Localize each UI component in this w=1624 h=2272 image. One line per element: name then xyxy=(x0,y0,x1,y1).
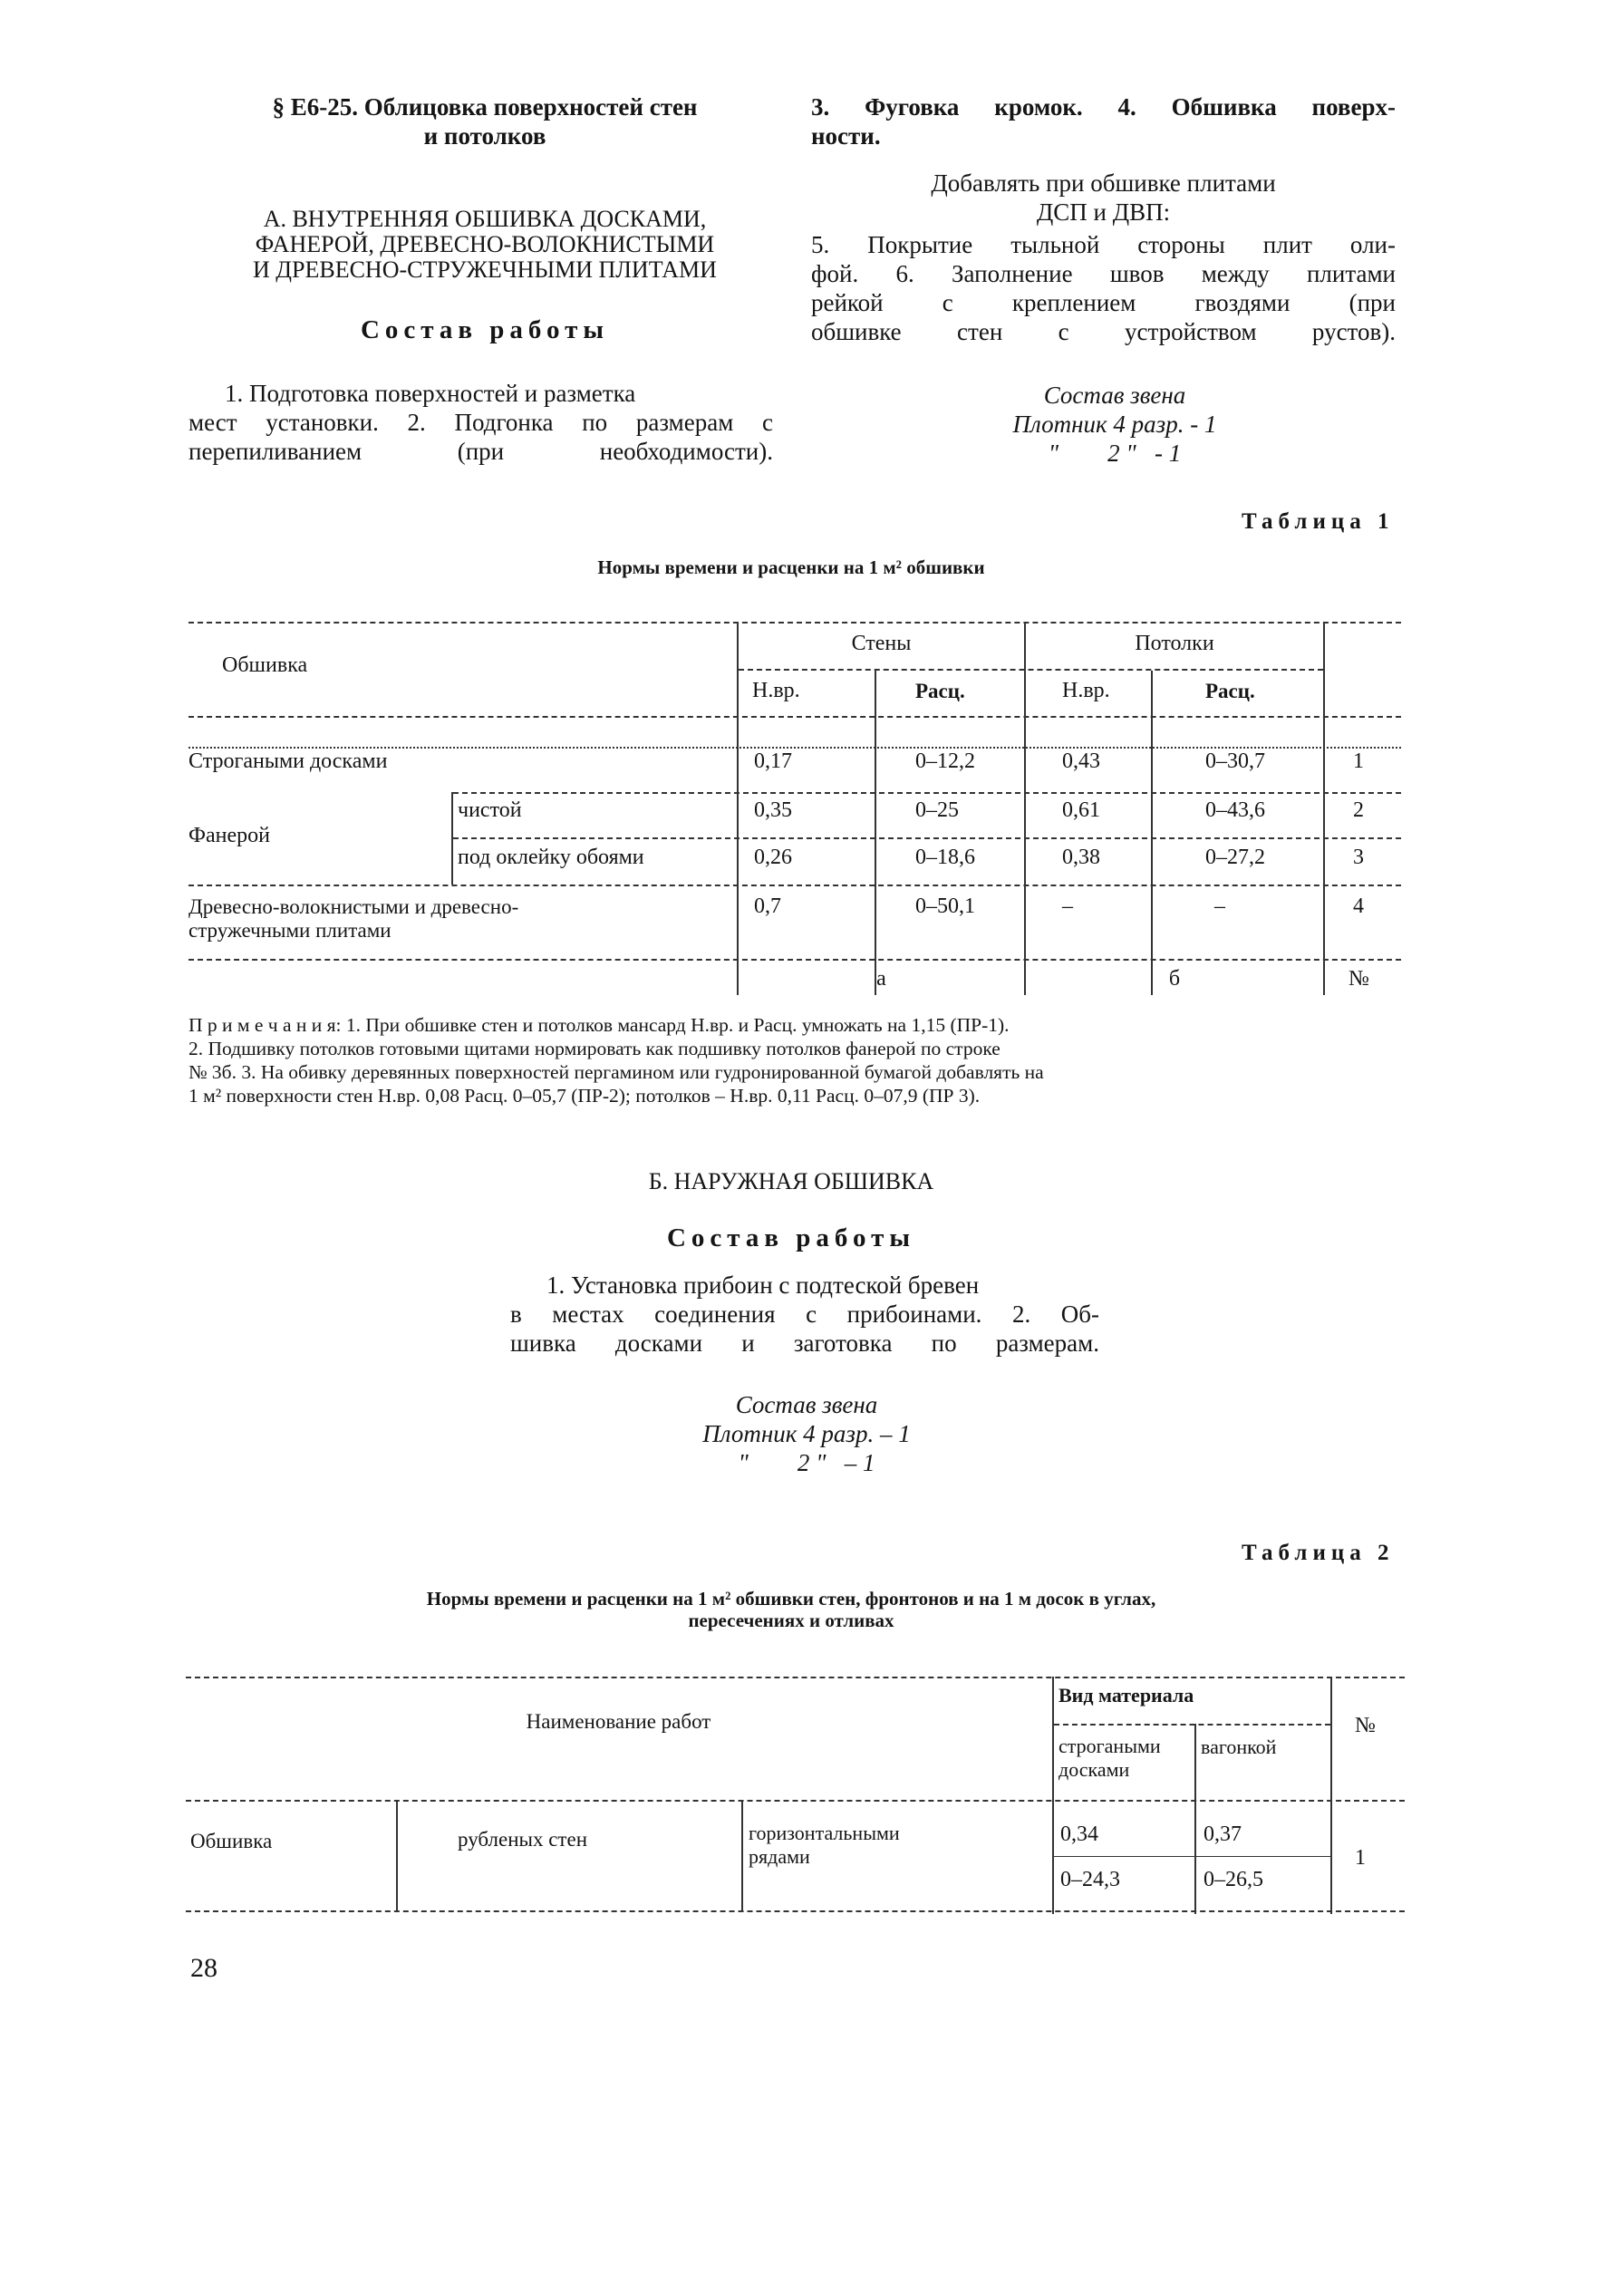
row-ceil-rasc: 0–43,6 xyxy=(1205,798,1265,822)
row-planed-nvr: 0,34 xyxy=(1060,1822,1098,1846)
row-name: Строгаными досками xyxy=(188,749,388,773)
row-planed-rasc: 0–24,3 xyxy=(1060,1868,1120,1891)
notes-line3: № 3б. 3. На обивку деревянных поверхностей пергамином или гудронированной бумагой добавлять на xyxy=(188,1061,1044,1083)
table1-head-walls-rasc: Расц. xyxy=(915,680,965,702)
table1-footer-a: а xyxy=(876,967,886,991)
row-walls-rasc: 0–25 xyxy=(915,798,959,822)
row-ceil-nvr: 0,61 xyxy=(1062,798,1100,822)
part-a-work-heading: Состав работы xyxy=(360,315,610,344)
row-walls-nvr: 0,7 xyxy=(754,894,781,918)
row-ceil-nvr: 0,38 xyxy=(1062,846,1100,869)
row-walls-nvr: 0,35 xyxy=(754,798,792,822)
table1-caption: Нормы времени и расценки на 1 м² обшивки xyxy=(597,556,985,578)
part-b-work-heading: Состав работы xyxy=(666,1223,916,1252)
table1-footer-no: № xyxy=(1348,967,1369,991)
right-col-line6: обшивке стен с устройством рустов). xyxy=(811,318,1396,345)
add-line1: Добавлять при обшивке плитами xyxy=(931,169,1276,197)
crew-title-b: Состав звена xyxy=(735,1391,878,1418)
row-ceil-nvr: – xyxy=(1062,894,1073,918)
row-ceil-nvr: 0,43 xyxy=(1062,749,1100,773)
table2-head-planed1: строгаными xyxy=(1058,1735,1161,1757)
row-number: 3 xyxy=(1353,846,1364,869)
part-a-heading-line3: И ДРЕВЕСНО-СТРУЖЕЧНЫМИ ПЛИТАМИ xyxy=(253,256,717,283)
table1-label: Таблица 1 xyxy=(1242,509,1395,534)
table1-head-ceil-rasc: Расц. xyxy=(1205,680,1255,702)
table1-head-walls-nvr: Н.вр. xyxy=(752,679,800,702)
table2-head-material: Вид материала xyxy=(1058,1684,1194,1706)
row-lining-nvr: 0,37 xyxy=(1204,1822,1242,1846)
table2-caption-line1: Нормы времени и расценки на 1 м² обшивки стен, фронтонов и на 1 м досок в углах, xyxy=(426,1588,1156,1610)
table2-head-lining: вагонкой xyxy=(1201,1735,1277,1758)
row-col3-line2: рядами xyxy=(749,1845,810,1868)
crew-line-b1: Плотник 4 разр. – 1 xyxy=(702,1420,911,1447)
part-a-work-line1: 1. Подготовка поверхностей и разметка xyxy=(225,380,636,407)
row-ceil-rasc: 0–30,7 xyxy=(1205,749,1265,773)
part-a-work-line3: перепиливанием (при необходимости). xyxy=(188,438,773,465)
row-walls-nvr: 0,17 xyxy=(754,749,792,773)
table1-footer-b: б xyxy=(1168,967,1181,991)
part-a-heading-line1: А. ВНУТРЕННЯЯ ОБШИВКА ДОСКАМИ, xyxy=(263,206,707,232)
table1-head-ceil-nvr: Н.вр. xyxy=(1062,679,1110,702)
part-a-heading-line2: ФАНЕРОЙ, ДРЕВЕСНО-ВОЛОКНИСТЫМИ xyxy=(255,231,715,257)
right-col-line1: 3. Фуговка кромок. 4. Обшивка поверх- xyxy=(811,93,1396,121)
row-number: 1 xyxy=(1353,749,1364,773)
section-title-line2: и потолков xyxy=(423,122,546,150)
row-col1: Обшивка xyxy=(190,1830,273,1852)
crew-line-a2: " 2 " - 1 xyxy=(1048,440,1182,467)
row-col3-line1: горизонтальными xyxy=(749,1822,900,1844)
row-name-line1: Древесно-волокнистыми и древесно- xyxy=(188,895,519,918)
row-ceil-rasc: 0–27,2 xyxy=(1205,846,1265,869)
row-walls-rasc: 0–18,6 xyxy=(915,846,975,869)
row-lining-rasc: 0–26,5 xyxy=(1204,1868,1263,1891)
part-b-work-line1: 1. Установка прибоин с подтеской бревен xyxy=(546,1271,980,1299)
crew-line-a1: Плотник 4 разр. - 1 xyxy=(1012,411,1217,438)
right-col-line4: фой. 6. Заполнение швов между плитами xyxy=(811,260,1396,287)
table2-head-work: Наименование работ xyxy=(526,1710,711,1733)
notes-line1: П р и м е ч а н и я: 1. При обшивке стен и потолков мансард Н.вр. и Расц. умножать на 1,15 (ПР-1). xyxy=(188,1014,1010,1036)
table1-head-ceilings: Потолки xyxy=(1135,632,1214,655)
table2-head-planed2: досками xyxy=(1058,1758,1130,1781)
row-number: 4 xyxy=(1353,894,1364,918)
row-col2: рубленых стен xyxy=(458,1828,587,1851)
section-title: § Е6-25. Облицовка поверхностей стен xyxy=(272,93,698,121)
part-a-work-line2: мест установки. 2. Подгонка по размерам с xyxy=(188,409,773,436)
table1-head-col1: Обшивка xyxy=(222,653,308,677)
table2-label: Таблица 2 xyxy=(1242,1541,1395,1565)
table2-head-no: № xyxy=(1355,1714,1376,1737)
part-b-heading: Б. НАРУЖНАЯ ОБШИВКА xyxy=(648,1168,934,1194)
part-b-work-line2: в местах соединения с прибоинами. 2. Об- xyxy=(510,1300,1099,1328)
notes-line2: 2. Подшивку потолков готовыми щитами нормировать как подшивку потолков фанерой по строке xyxy=(188,1038,1000,1059)
row-walls-nvr: 0,26 xyxy=(754,846,792,869)
table2-caption-line2: пересечениях и отливах xyxy=(688,1610,894,1631)
row-number: 1 xyxy=(1355,1846,1366,1870)
table1-head-walls: Стены xyxy=(851,632,912,655)
right-col-line3: 5. Покрытие тыльной стороны плит оли- xyxy=(811,231,1396,258)
notes-line4: 1 м² поверхности стен Н.вр. 0,08 Расц. 0–05,7 (ПР-2); потолков – Н.вр. 0,11 Расц. 0–07,9 (ПР 3). xyxy=(188,1085,981,1107)
row-name: чистой xyxy=(458,798,522,822)
group-plywood: Фанерой xyxy=(188,824,270,847)
row-number: 2 xyxy=(1353,798,1364,822)
row-name-line2: стружечными плитами xyxy=(188,919,392,942)
crew-title-a: Состав звена xyxy=(1043,382,1186,409)
add-line2: ДСП и ДВП: xyxy=(1036,198,1171,226)
right-col-line2: ности. xyxy=(811,122,881,150)
part-b-work-line3: шивка досками и заготовка по размерам. xyxy=(510,1329,1099,1357)
page-number: 28 xyxy=(190,1953,218,1983)
row-walls-rasc: 0–50,1 xyxy=(915,894,975,918)
right-col-line5: рейкой с креплением гвоздями (при xyxy=(811,289,1396,316)
crew-line-b2: " 2 " – 1 xyxy=(738,1449,875,1476)
row-walls-rasc: 0–12,2 xyxy=(915,749,975,773)
row-ceil-rasc: – xyxy=(1214,894,1225,918)
row-name: под оклейку обоями xyxy=(458,846,644,869)
